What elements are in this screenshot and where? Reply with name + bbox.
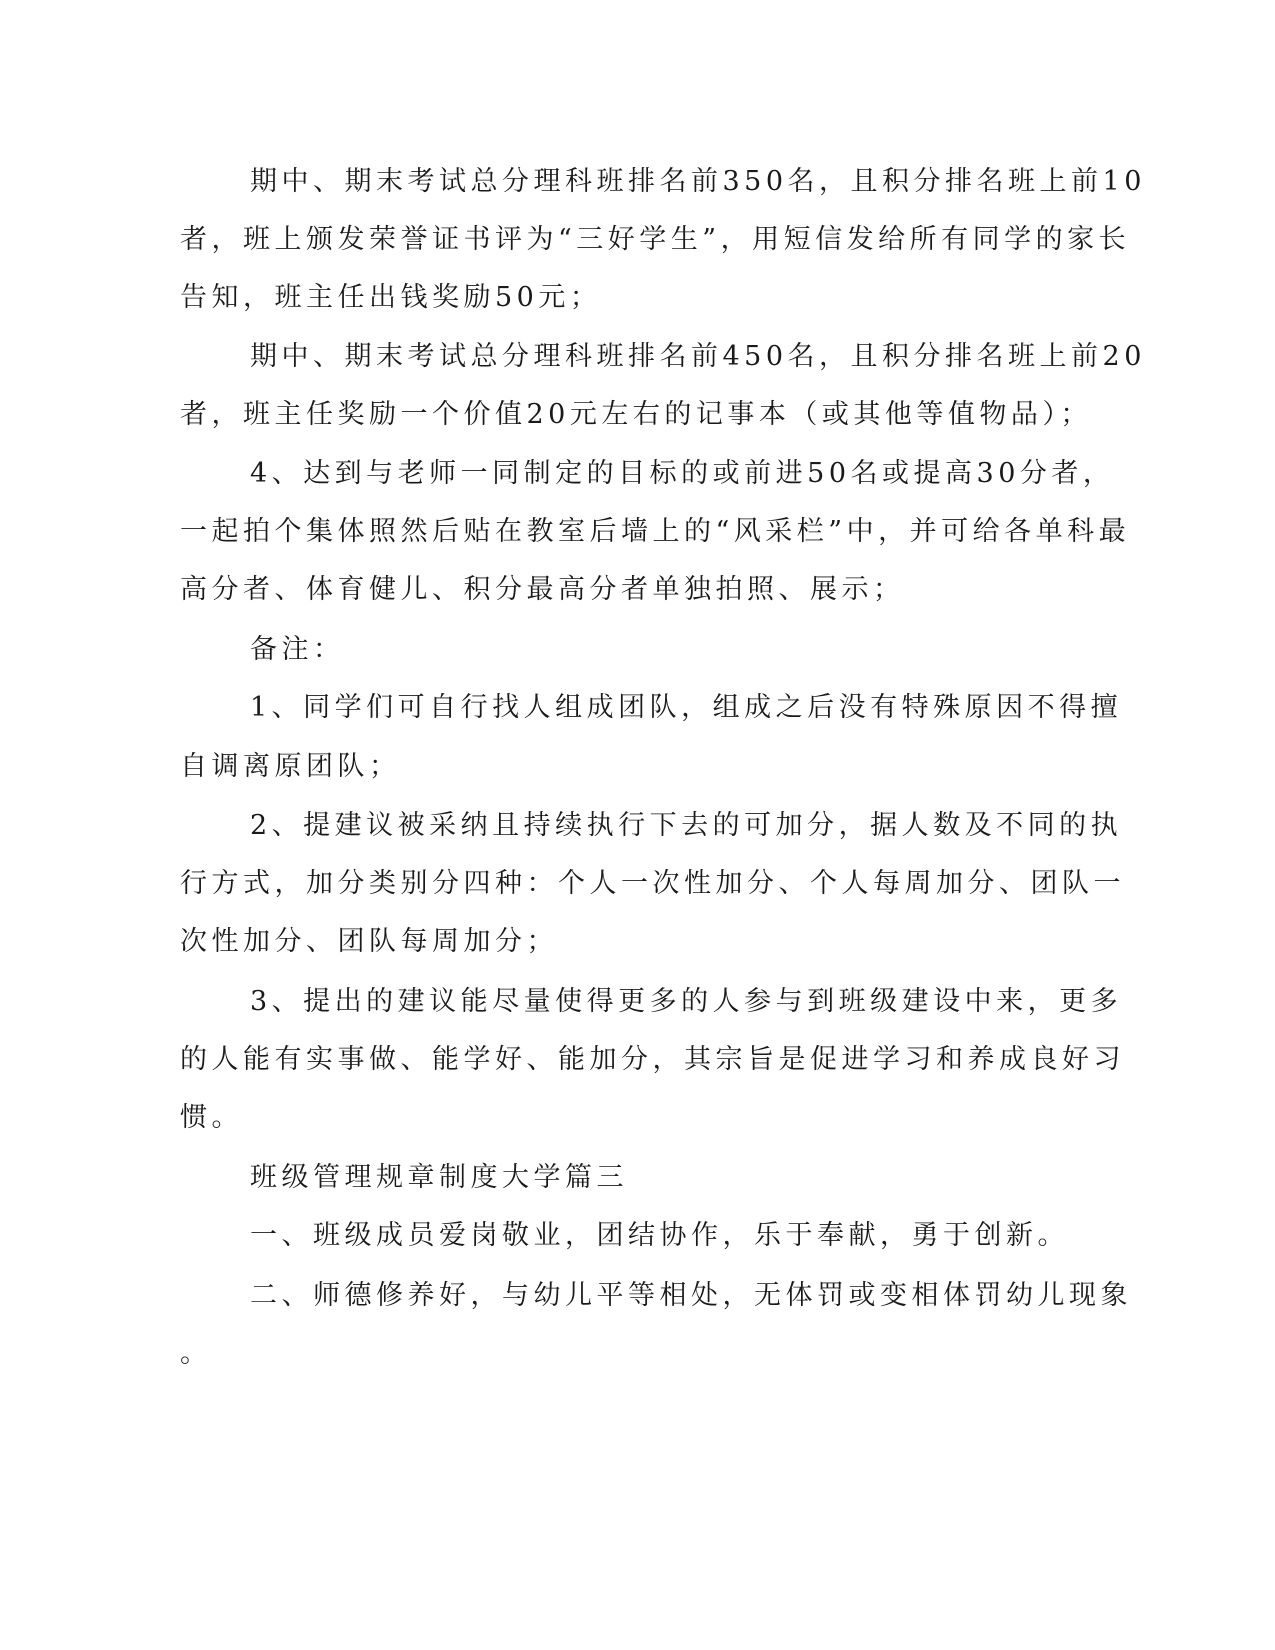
text-line: 高分者、体育健儿、积分最高分者单独拍照、展示； [180,574,905,605]
text-line: 行方式，加分类别分四种：个人一次性加分、个人每周加分、团队一 [180,868,1125,899]
text-line: 。 [180,1338,212,1369]
text-line: 3、提出的建议能尽量使得更多的人参与到班级建设中来，更多 [250,986,1123,1017]
text-line: 自调离原团队； [180,751,401,782]
text-line: 二、师德修养好，与幼儿平等相处，无体罚或变相体罚幼儿现象 [250,1280,1132,1311]
text-line: 的人能有实事做、能学好、能加分，其宗旨是促进学习和养成良好习 [180,1044,1125,1075]
text-line: 次性加分、团队每周加分； [180,926,558,957]
text-line: 一、班级成员爱岗敬业，团结协作，乐于奉献，勇于创新。 [250,1220,1069,1251]
text-line: 者，班上颁发荣誉证书评为“三好学生”，用短信发给所有同学的家长 [180,224,1131,255]
text-line: 期中、期末考试总分理科班排名前450名，且积分排名班上前20 [250,341,1146,372]
text-line: 2、提建议被采纳且持续执行下去的可加分，据人数及不同的执 [250,810,1123,841]
text-line: 惯。 [180,1102,243,1133]
notes-heading: 备注： [250,634,345,665]
text-line: 告知，班主任出钱奖励50元； [180,282,602,313]
text-line: 1、同学们可自行找人组成团队，组成之后没有特殊原因不得擅 [250,692,1123,723]
text-line: 者，班主任奖励一个价值20元左右的记事本（或其他等值物品）； [180,399,1092,430]
text-line: 期中、期末考试总分理科班排名前350名，且积分排名班上前10 [250,166,1146,197]
section-heading: 班级管理规章制度大学篇三 [250,1162,628,1193]
text-line: 4、达到与老师一同制定的目标的或前进50名或提高30分者， [250,458,1115,489]
text-line: 一起拍个集体照然后贴在教室后墙上的“风采栏”中，并可给各单科最 [180,516,1131,547]
